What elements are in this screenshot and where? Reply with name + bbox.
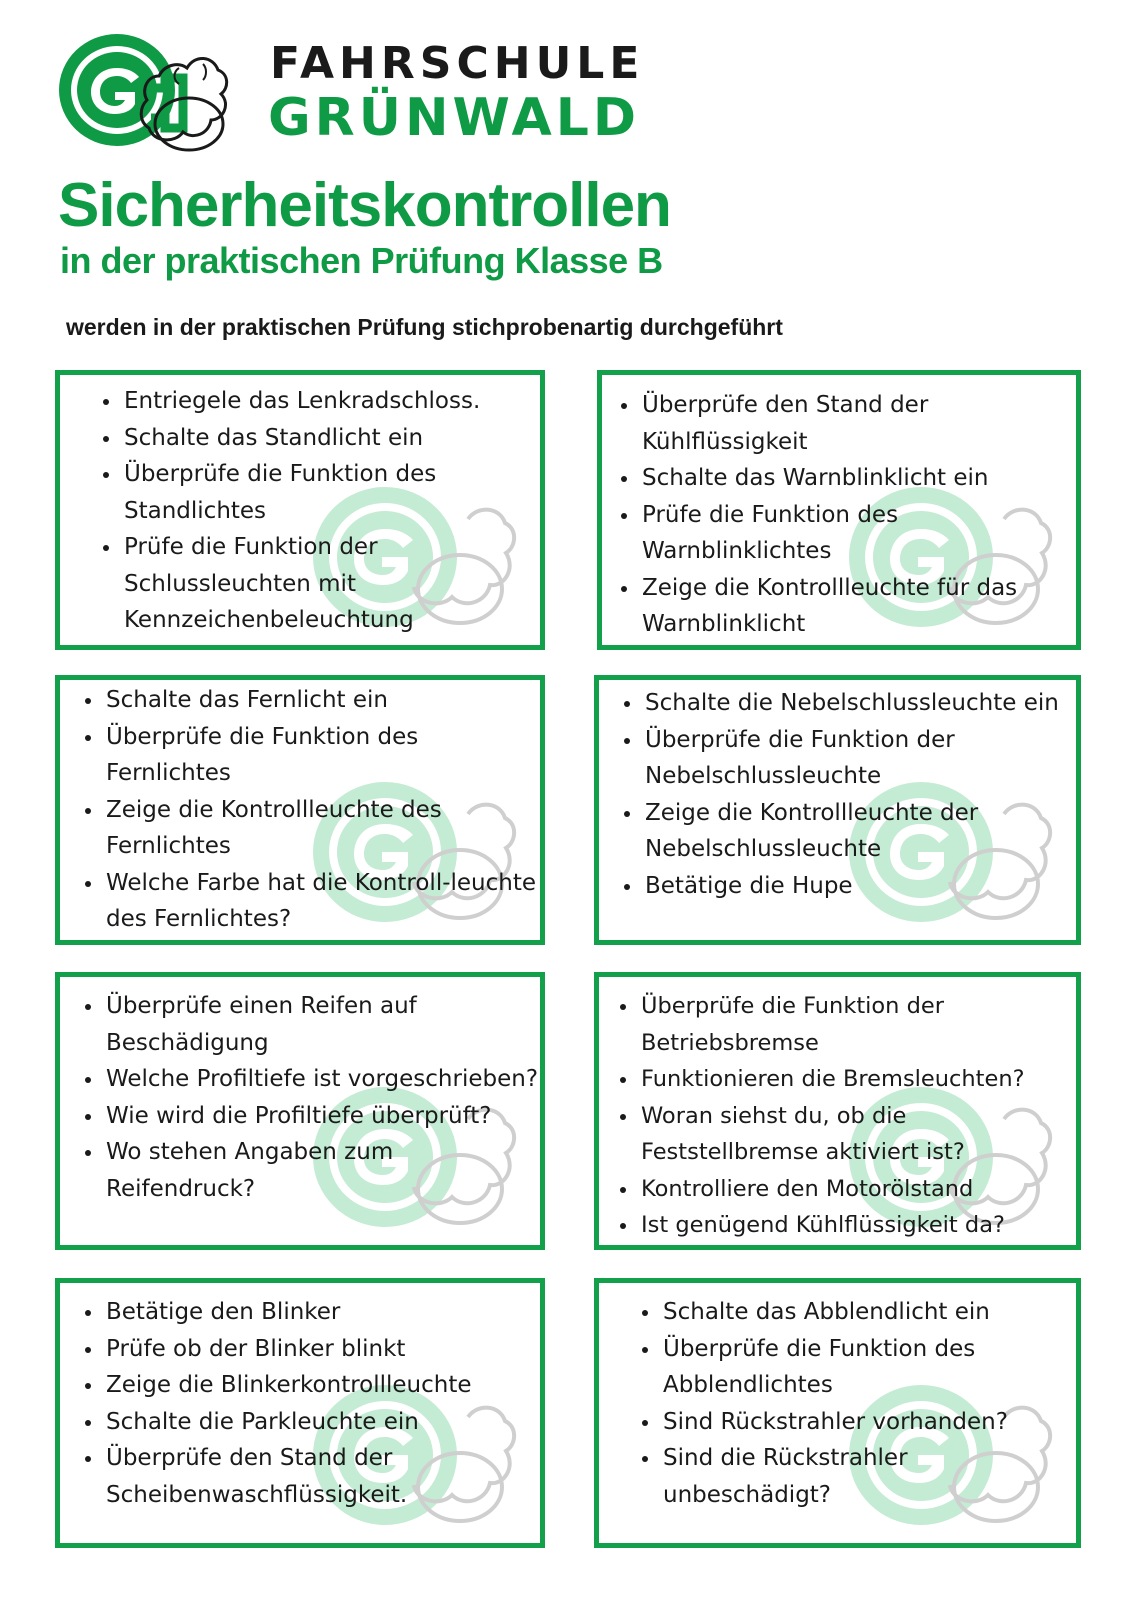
list-item: • Ist genügend Kühlflüssigkeit da? [639,1207,1076,1244]
list-item: • Funktionieren die Bremsleuchten? [639,1061,1076,1098]
list-item: • Entriegele das Lenkradschloss. [122,383,540,420]
list-item: • Schalte das Standlicht ein [122,420,540,457]
checklist-card-3 [55,675,545,945]
intro-text: werden in der praktischen Prüfung stichprobenartig durchgeführt [66,314,783,340]
list-item: • Zeige die Kontrollleuchte des Fernlichtes [104,792,540,865]
list-item: • Schalte das Abblendlicht ein [661,1294,1076,1331]
list-item: • Zeige die Blinkerkontrollleuchte [104,1367,540,1404]
checklist [599,685,1076,904]
list-item: • Zeige die Kontrollleuchte der Nebelschlussleuchte [643,795,1076,868]
brand-name-line2: GRÜNWALD [268,88,641,148]
list-item: • Welche Profiltiefe ist vorgeschrieben? [104,1061,540,1098]
list-item: • Wo stehen Angaben zum Reifendruck? [104,1134,540,1207]
checklist [60,988,540,1207]
page-title: Sicherheitskontrollen [58,171,671,240]
list-item: • Schalte das Warnblinklicht ein [640,460,1076,497]
checklist [60,383,540,639]
page-subtitle: in der praktischen Prüfung Klasse B [60,240,663,281]
list-item: • Welche Farbe hat die Kontroll-leuchte des Fernlichtes? [104,865,540,938]
list-item: • Zeige die Kontrollleuchte für das Warnblinklicht [640,570,1076,643]
checklist [60,1294,540,1513]
list-item: • Prüfe die Funktion des Warnblinklichtes [640,497,1076,570]
list-item: • Überprüfe die Funktion des Abblendlichtes [661,1331,1076,1404]
checklist-card-7 [55,1278,545,1548]
checklist-card-1 [55,370,545,650]
checklist-card-8 [594,1278,1081,1548]
list-item: • Schalte die Nebelschlussleuchte ein [643,685,1076,722]
checklist [60,682,540,938]
list-item: • Betätige die Hupe [643,868,1076,905]
list-item: • Wie wird die Profiltiefe überprüft? [104,1098,540,1135]
checklist [599,988,1076,1244]
list-item: • Schalte das Fernlicht ein [104,682,540,719]
checklist [599,1294,1076,1513]
list-item: • Prüfe ob der Blinker blinkt [104,1331,540,1368]
list-item: • Überprüfe den Stand der Kühlflüssigkeit [640,387,1076,460]
checklist-card-6 [594,972,1081,1250]
checklist-card-5 [55,972,545,1250]
list-item: • Überprüfe den Stand der Scheibenwaschflüssigkeit. [104,1440,540,1513]
list-item: • Überprüfe die Funktion des Standlichtes [122,456,540,529]
list-item: • Sind die Rückstrahler unbeschädigt? [661,1440,1076,1513]
list-item: • Betätige den Blinker [104,1294,540,1331]
checklist-card-4 [594,675,1081,945]
list-item: • Schalte die Parkleuchte ein [104,1404,540,1441]
g-logo-icon [55,28,235,158]
list-item: • Überprüfe einen Reifen auf Beschädigung [104,988,540,1061]
list-item: • Prüfe die Funktion der Schlussleuchten mit Kennzeichenbeleuchtung [122,529,540,639]
list-item: • Überprüfe die Funktion der Nebelschlussleuchte [643,722,1076,795]
list-item: • Kontrolliere den Motorölstand [639,1171,1076,1208]
brand-name-line1: FAHRSCHULE [270,38,645,89]
list-item: • Woran siehst du, ob die Feststellbremse aktiviert ist? [639,1098,1076,1171]
list-item: • Überprüfe die Funktion des Fernlichtes [104,719,540,792]
list-item: • Überprüfe die Funktion der Betriebsbremse [639,988,1076,1061]
list-item: • Sind Rückstrahler vorhanden? [661,1404,1076,1441]
checklist-card-2 [597,370,1081,650]
checklist [602,387,1076,643]
